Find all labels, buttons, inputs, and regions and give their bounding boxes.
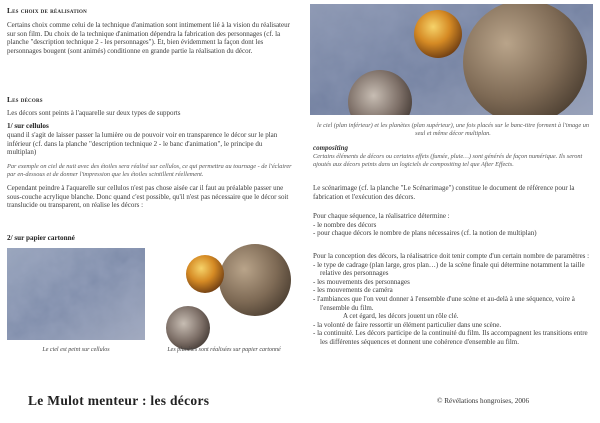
decors-intro: Les décors sont peints à l'aquarelle sur deux types de supports [7, 109, 181, 117]
params-item: - la continuité. Les décors participe de la continuité du film. Ils accompagnent les transitions entre les différentes séquences et donnent une cohérence d'ensemble au film. [313, 329, 588, 346]
item1-text: quand il s'agit de laisser passer la lumière ou de pouvoir voir en transparence le décor sur le plan inférieur (cf. dans la planche "description technique 2 - le banc d'animation", le principe du multiplan) [7, 131, 278, 157]
params-item: - le type de cadrage (plan large, gros plan…) de la scène finale qui détermine notamment la taille relative des personnages [313, 260, 585, 278]
sequence-intro: Pour chaque séquence, la réalisatrice détermine : [313, 212, 450, 220]
scenarimage-paragraph: Le scénarimage (cf. la planche "Le Scénarimage") constitue le document de référence pour la fabrication et l'exécution des décors. [313, 184, 575, 201]
caption-composite: le ciel (plan inférieur) et les planètes (plan supérieur), une fois placés sur le banc-titre forment à l'image un seul et même décor multiplan. [316, 122, 589, 137]
page-title: Le Mulot menteur : les décors [28, 393, 210, 408]
planet-orange [186, 255, 224, 293]
copyright-notice: © Révélations hongroises, 2006 [437, 397, 530, 405]
planet-small [166, 306, 210, 350]
sequence-item: - le nombre des décors [313, 220, 377, 229]
section-heading-decors: Les décors [7, 95, 43, 104]
multiplan-composite-image [310, 4, 593, 115]
params-item: - l'ambiances que l'on veut donner à l'ensemble d'une scène et au-delà à une séquence, voire à l'ensemble du film. [313, 294, 575, 312]
planets-painting-image [160, 244, 292, 354]
item2-title: 2/ sur papier cartonné [7, 234, 75, 242]
params-block [313, 252, 594, 347]
params-item: - les mouvements de caméra [313, 286, 393, 295]
caption-sky: Le ciel est peint sur cellulos [42, 347, 110, 353]
caption-planets: Les planètes sont réalisées sur papier cartonné [167, 347, 281, 353]
params-item: - les mouvements des personnages [313, 277, 410, 286]
planets-svg [160, 244, 292, 354]
composite-svg [310, 4, 593, 115]
planet-large [219, 244, 291, 316]
params-note: A cet égard, les décors jouent un rôle clé. [343, 312, 459, 321]
compositing-heading: compositing [313, 144, 349, 152]
section-heading-choix: Les choix de réalisation [7, 6, 87, 15]
item1-text2: Cependant peindre à l'aquarelle sur cellulos n'est pas chose aisée car il faut au préalable passer une sous-couche acrylique blanche. Donc quand c'est possible, qu'il n'est pas nécessaire que le décor soit translucide ou transparent, on réalise les décors : [7, 184, 289, 210]
sky-painting-image [7, 248, 145, 340]
compositing-text: Certains éléments de décors ou certains effets (fumée, pluie…) sont générés de façon numérique. Ils seront ajoutés aux décors peints dans un logiciels de compositing tel que After Effects. [313, 153, 583, 168]
params-list [313, 261, 594, 347]
sky-painting-svg [7, 248, 145, 340]
params-intro: Pour la conception des décors, la réalisatrice doit tenir compte d'un certain nombre de paramètres : [313, 252, 590, 260]
sequence-block [313, 212, 594, 238]
choix-paragraph: Certains choix comme celui de la technique d'animation sont intimement lié à la vision du réalisateur sur son film. Du choix de la technique d'animation dépendra la fabrication des personnages (cf. la planche "description technique 2 - les personnages"). Et, bien évidemment la façon dont les personnages bougent (sont animés) conditionne en grande partie la réalisation du décor. [7, 21, 290, 55]
sequence-item: - pour chaque décors le nombre de plans nécessaires (cf. la notion de multiplan) [313, 229, 537, 238]
item1-title: 1/ sur cellulos [7, 122, 49, 130]
item1-italic-example: Par exemple on ciel de nuit avec des étoiles sera réalisé sur cellulos, ce qui permettra au tournage - de l'éclairer par en-dessous et de donner l'impression que les étoiles scintillent réellement. [7, 163, 292, 178]
params-item: - la volonté de faire ressortir un élément particulier dans une scène. [313, 320, 502, 329]
